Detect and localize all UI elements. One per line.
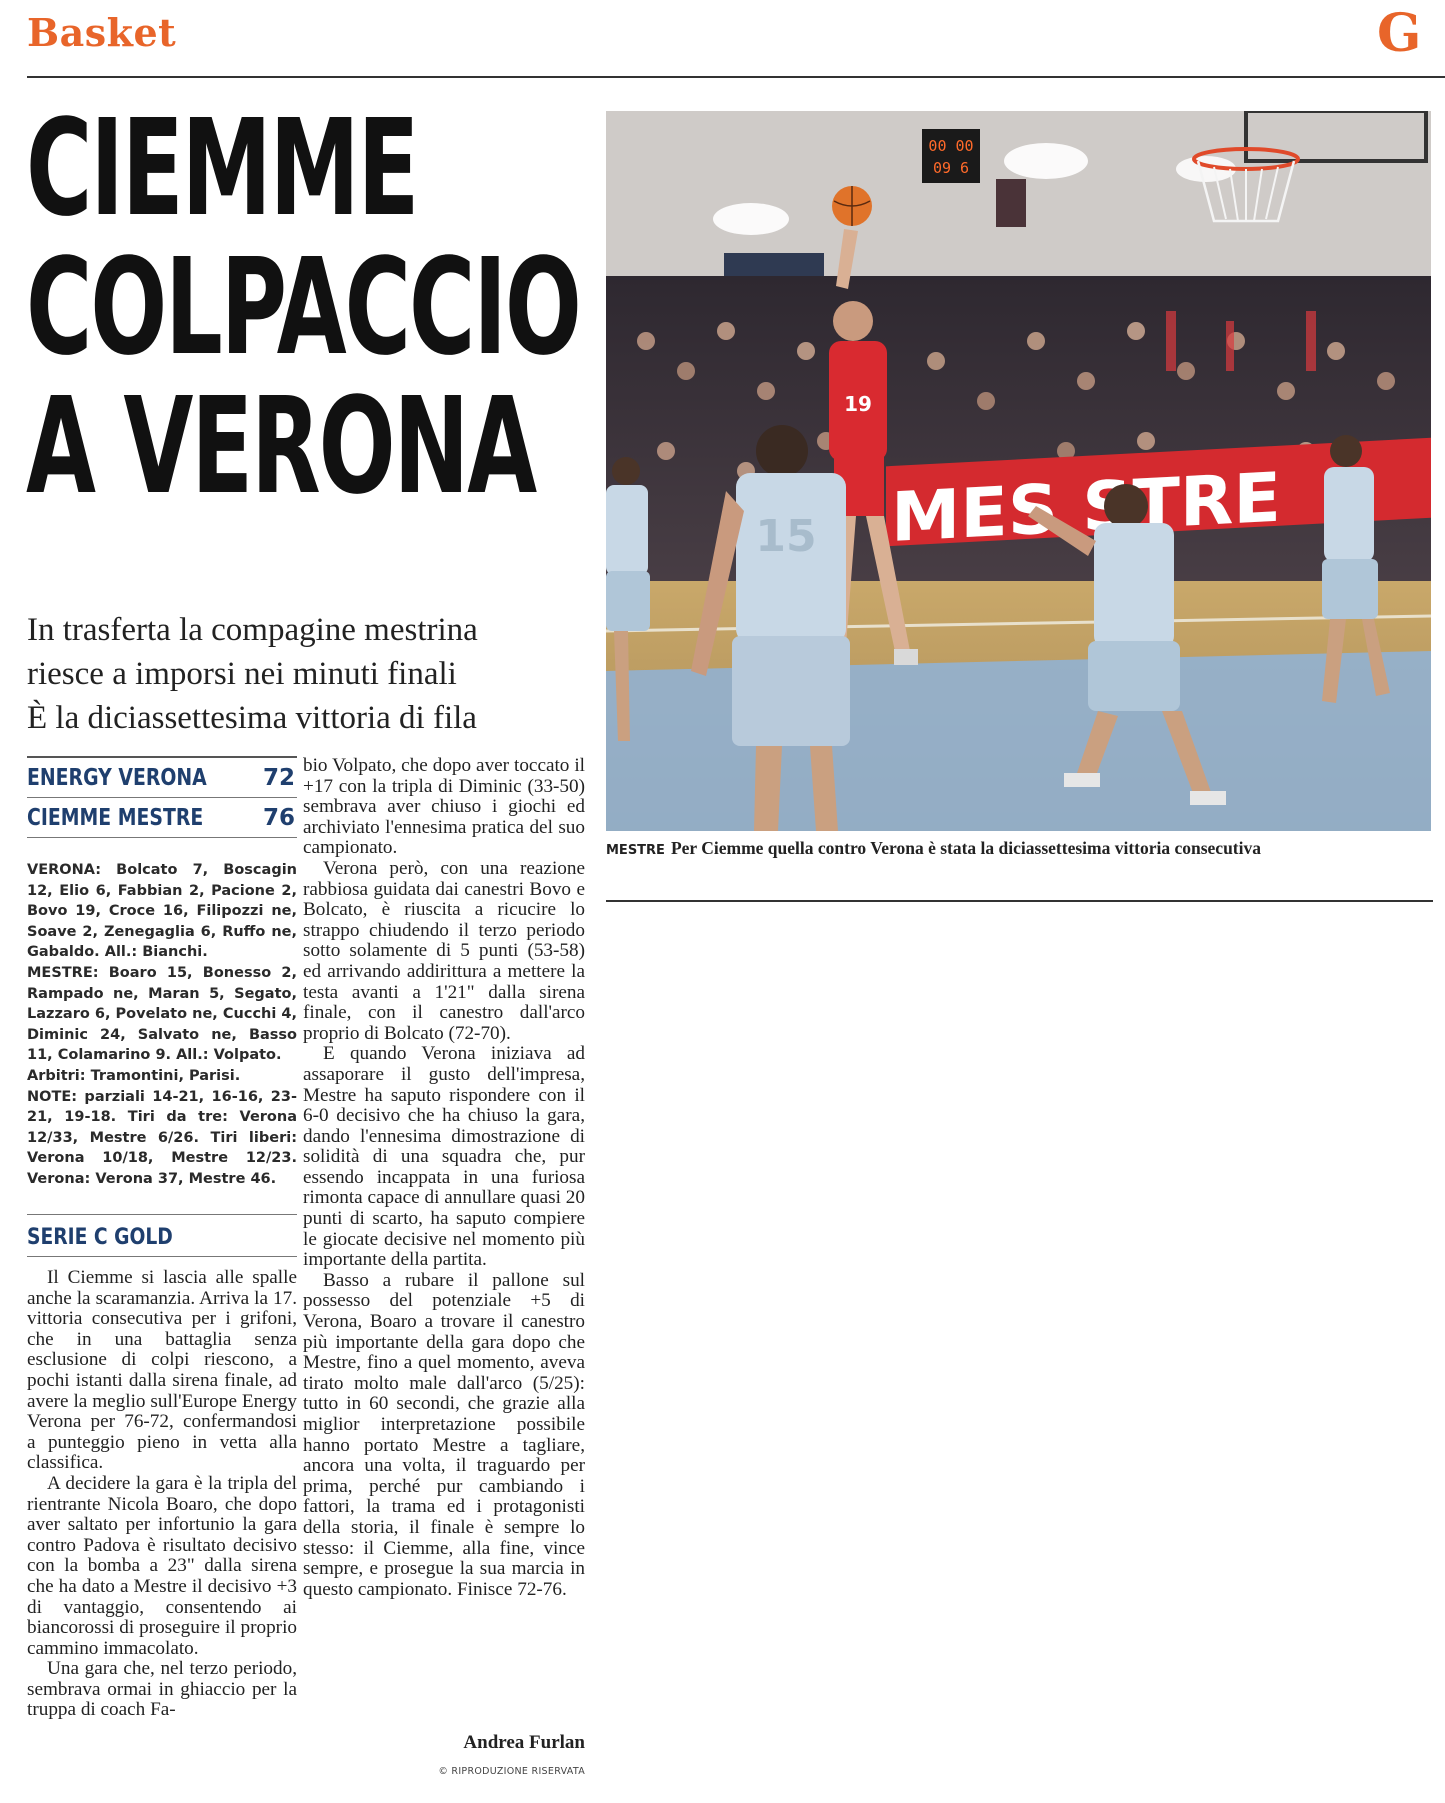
byline: Andrea Furlan <box>463 1732 585 1753</box>
svg-text:00 00: 00 00 <box>928 137 974 155</box>
scoreboard <box>922 129 980 183</box>
league-name: SERIE C GOLD <box>27 1225 173 1250</box>
boxscore-notes: NOTE: parziali 14-21, 16-16, 23-21, 19-18. Tiri da tre: Verona 12/33, Mestre 6/26. Tiri liberi: Verona 10/18, Mestre 12/23. Verona: Verona 37, Mestre 46. <box>27 1088 297 1187</box>
team-name: CIEMME MESTRE <box>27 804 204 831</box>
boxscore-verona: VERONA: Bolcato 7, Boscagin 12, Elio 6, Fabbian 2, Pacione 2, Bovo 19, Croce 16, Filipozzi ne, Soave 2, Zenegaglia 6, Ruffo ne, Gabaldo. All.: Bianchi. <box>27 862 297 961</box>
caption-tag: MESTRE <box>606 843 665 858</box>
subheadline <box>27 608 597 740</box>
score-table <box>27 756 297 838</box>
article-paragraph: Basso a rubare il pallone sul possesso del potenziale +5 di Verona, Boaro a trovare il canestro più importante della gara dopo che Mestre, fino a quel momento, aveva tirato molto male dall'arco (5/25): tutto in 60 secondi, che grazie alla miglior interpretazione possibile hanno portato Mestre a tagliare, ancora una volta, il traguardo per prima, perché pur cambiando i fattori, la trama ed i protagonisti della storia, il finale è sempre lo stesso: il Ciemme, alla fine, vince sempre, e prosegue la sua marcia in questo campionato. Finisce 72-76. <box>303 1269 585 1600</box>
caption-text: Per Ciemme quella contro Verona è stata la diciassettesima vittoria consecutiva <box>670 838 1261 858</box>
game-photo-illustration <box>606 111 1431 831</box>
score-row-away <box>27 798 297 838</box>
caption-divider <box>606 900 1433 902</box>
article-paragraph: E quando Verona iniziava ad assaporare il gusto dell'impresa, Mestre ha saputo rispondere con il 6-0 decisivo che ha chiuso la gara, dando l'ennesima dimostrazione di solidità di una squadra che, pur essendo incappata in una furiosa rimonta capace di annullare quasi 20 punti di scarto, ha saputo compiere le giocate decisive nel momento più importante della partita. <box>303 1043 585 1271</box>
team-name: ENERGY VERONA <box>27 764 207 791</box>
team-points: 72 <box>262 764 295 791</box>
svg-text:09 6: 09 6 <box>932 159 970 177</box>
headline-line-3: A VERONA <box>26 370 536 524</box>
svg-text:15: 15 <box>755 511 817 562</box>
boxscore-mestre: MESTRE: Boaro 15, Bonesso 2, Rampado ne, Maran 5, Segato, Lazzaro 6, Povelato ne, Cucchi 4, Diminic 24, Salvato ne, Basso 11, Colamarino 9. All.: Volpato. <box>27 964 297 1064</box>
headline <box>26 92 580 524</box>
newspaper-logo: G <box>1377 3 1422 64</box>
headline-line-2: COLPACCIO <box>26 231 580 385</box>
article-column-1 <box>27 1268 297 1721</box>
svg-text:MES STRE: MES STRE <box>891 459 1272 559</box>
subhead-line-1: In trasferta la compagine mestrina <box>27 612 478 648</box>
headline-line-1: CIEMME <box>26 92 418 246</box>
copyright: © RIPRODUZIONE RISERVATA <box>438 1766 585 1777</box>
article-column-2 <box>303 756 585 1600</box>
article-paragraph: Il Ciemme si lascia alle spalle anche la scaramanzia. Arriva la 17. vittoria consecutiva per i grifoni, che in una battaglia senza esclusione di colpi riescono, a pochi istanti dalla sirena finale, ad avere la meglio sull'Europe Energy Verona per 76-72, confermandosi a punteggio pieno in vetta alla classifica. <box>27 1267 297 1474</box>
subhead-line-2: riesce a imporsi nei minuti finali <box>27 656 457 692</box>
team-points: 76 <box>262 804 295 831</box>
article-paragraph: Una gara che, nel terzo periodo, sembrava ormai in ghiaccio per la truppa di coach Fa- <box>27 1658 297 1721</box>
section-label: Basket <box>27 10 177 55</box>
league-label <box>27 1214 297 1257</box>
article-paragraph: Verona però, con una reazione rabbiosa guidata dai canestri Bovo e Bolcato, è riuscita a ricucire lo strappo chiudendo il terzo periodo sotto solamente di 5 punti (53-58) ed arrivando addirittura a mettere la testa avanti a 1'21" dalla sirena finale, con il canestro dall'arco proprio di Bolcato (72-70). <box>303 857 585 1044</box>
boxscore-referees: Arbitri: Tramontini, Parisi. <box>27 1067 241 1084</box>
article-paragraph-continued: bio Volpato, che dopo aver toccato il +17 con la tripla di Diminic (33-50) sembrava aver chiuso i giochi ed archiviato l'ennesima pratica del suo campionato. <box>303 755 585 859</box>
article-paragraph: A decidere la gara è la tripla del rientrante Nicola Boaro, che dopo aver saltato per infortunio la gara contro Padova è risultato decisivo con la bomba a 23" dalla sirena che ha dato a Mestre il decisivo +3 di vantaggio, consentendo ai biancorossi di proseguire il proprio cammino immacolato. <box>27 1472 297 1659</box>
subhead-line-3: È la diciassettesima vittoria di fila <box>27 700 477 736</box>
header-divider <box>27 76 1445 78</box>
boxscore <box>27 860 297 1190</box>
game-photo <box>606 111 1431 831</box>
score-row-home <box>27 758 297 798</box>
svg-text:19: 19 <box>844 392 872 416</box>
photo-caption <box>606 838 1431 859</box>
